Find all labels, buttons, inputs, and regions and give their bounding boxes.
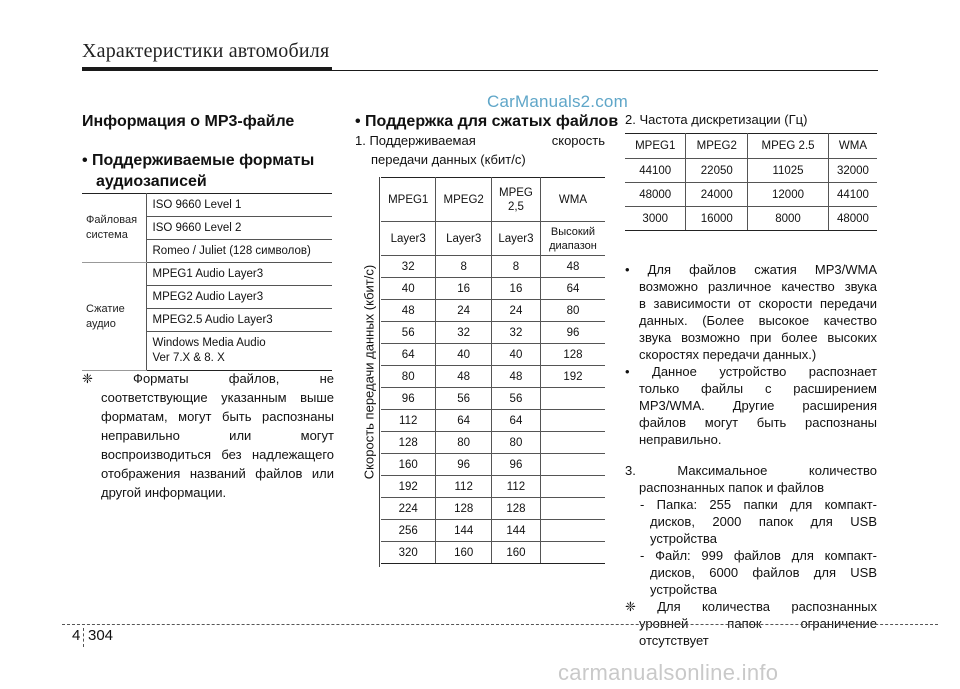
file-line: - Файл: 999 файлов для компакт- <box>640 548 877 563</box>
table-cell: 64 <box>491 410 540 432</box>
table-cell: 40 <box>436 344 492 366</box>
table-cell: 48 <box>381 300 436 322</box>
bullet1-line: данных. (Более высокое качество <box>639 313 877 328</box>
table-row <box>381 410 605 432</box>
table-row <box>381 300 605 322</box>
table-cell <box>540 542 605 564</box>
table-row <box>381 432 605 454</box>
folder-line: устройства <box>650 531 717 546</box>
bullet2-line: файлов могут быть распознаны <box>639 415 877 430</box>
table-row <box>381 278 605 300</box>
table-cell: 144 <box>436 520 492 542</box>
table-cell: 56 <box>491 388 540 410</box>
table-cell: 16 <box>491 278 540 300</box>
table-cell: 64 <box>540 278 605 300</box>
table-cell: 40 <box>381 278 436 300</box>
table-cell: 16 <box>436 278 492 300</box>
footer-rule <box>62 624 938 625</box>
layer-cell: Layer3 <box>436 222 492 256</box>
table-row <box>381 454 605 476</box>
note-line: отображения названий файлов или <box>101 466 334 481</box>
layer-cell: Layer3 <box>381 222 436 256</box>
table-cell: 32 <box>436 322 492 344</box>
table-row <box>381 520 605 542</box>
table-cell: 112 <box>436 476 492 498</box>
table-cell: 48 <box>491 366 540 388</box>
table-cell: 24000 <box>686 183 748 207</box>
header-cell: WMA <box>540 178 605 222</box>
table-cell: 64 <box>436 410 492 432</box>
chapter-number: 4 <box>72 627 81 644</box>
sample-rate-table <box>625 133 877 231</box>
table-cell: 24 <box>491 300 540 322</box>
table-cell: 192 <box>381 476 436 498</box>
table-cell: 160 <box>491 542 540 564</box>
bullet2-line: MP3/WMA. Другие расширения <box>639 398 877 413</box>
col3-text <box>625 261 877 649</box>
header-cell: MPEG2 <box>686 134 748 159</box>
sample-rate-heading: 2. Частота дискретизации (Гц) <box>625 112 808 127</box>
table-cell <box>540 432 605 454</box>
table-cell: 128 <box>540 344 605 366</box>
table-cell: 96 <box>381 388 436 410</box>
table-cell <box>540 520 605 542</box>
bullet1-line: возможно различное качество звука <box>639 279 877 294</box>
bullet1-line: • Для файлов сжатия MP3/WMA <box>625 262 877 277</box>
table-cell: 80 <box>381 366 436 388</box>
bitrate-table <box>381 177 605 564</box>
table-cell: 56 <box>381 322 436 344</box>
file-line: устройства <box>650 582 717 597</box>
table-cell: 8000 <box>748 207 829 231</box>
table-row <box>381 322 605 344</box>
header-bar <box>82 67 332 71</box>
table-cell: 128 <box>491 498 540 520</box>
bullet1-line: звука возможно при более высоких <box>639 330 877 345</box>
supported-formats-heading-line2: аудиозаписей <box>96 173 207 190</box>
table-cell: 8 <box>491 256 540 278</box>
table-row <box>381 476 605 498</box>
format-cell: MPEG1 Audio Layer3 <box>146 263 332 286</box>
table-cell: 224 <box>381 498 436 520</box>
group-audio-compression: Сжатие аудио <box>82 263 146 371</box>
bullet2-line: неправильно. <box>639 432 722 447</box>
group-file-system: Файловая система <box>82 194 146 263</box>
header-cell: MPEG 2,5 <box>491 178 540 222</box>
table-cell: 96 <box>436 454 492 476</box>
table-cell: 80 <box>436 432 492 454</box>
note-line: ❈ Форматы файлов, не <box>82 371 334 386</box>
table-cell <box>540 388 605 410</box>
table-cell: 16000 <box>686 207 748 231</box>
table-cell: 48 <box>540 256 605 278</box>
format-cell: MPEG2.5 Audio Layer3 <box>146 309 332 332</box>
table-cell: 128 <box>436 498 492 520</box>
table-cell: 64 <box>381 344 436 366</box>
note-line: другой информации. <box>101 485 227 500</box>
supported-formats-heading-line1: • Поддерживаемые форматы <box>82 152 315 169</box>
bitrate-subheading-a: 1. Поддерживаемая <box>355 133 476 148</box>
format-cell: Romeo / Juliet (128 символов) <box>146 240 332 263</box>
table-cell: 48000 <box>625 183 686 207</box>
table-cell: 160 <box>436 542 492 564</box>
table-cell: 144 <box>491 520 540 542</box>
watermark-top[interactable]: CarManuals2.com <box>487 92 628 111</box>
table-cell: 96 <box>540 322 605 344</box>
table-cell: 32000 <box>828 159 877 183</box>
table-cell: 8 <box>436 256 492 278</box>
table-row <box>381 344 605 366</box>
table-row <box>381 388 605 410</box>
bitrate-subheading-b: скорость <box>551 133 605 148</box>
note-line: форматам, могут быть распознаны <box>101 409 334 424</box>
table-cell: 12000 <box>748 183 829 207</box>
folder-note-line: ❈ Для количества распознанных <box>625 599 877 614</box>
format-cell: ISO 9660 Level 2 <box>146 217 332 240</box>
mp3-info-heading: Информация о MP3-файле <box>82 113 295 130</box>
note-line: воспроизводиться без надлежащего <box>101 447 334 462</box>
item3-line: 3. Максимальное количество <box>625 463 877 478</box>
bullet1-line: скоростях передачи данных.) <box>639 347 817 362</box>
note-line: соответствующие указанным выше <box>101 390 334 405</box>
bitrate-subheading-line2: передачи данных (кбит/с) <box>371 152 526 167</box>
header-cell: MPEG 2.5 <box>748 134 829 159</box>
page-header-title: Характеристики автомобиля <box>82 40 330 62</box>
supported-formats-heading <box>82 150 342 192</box>
table-cell <box>540 498 605 520</box>
note-line: неправильно или могут <box>101 428 334 443</box>
format-cell-wma: Windows Media Audio Ver 7.X & 8. X <box>146 332 332 371</box>
table-cell: 128 <box>381 432 436 454</box>
table-cell: 40 <box>491 344 540 366</box>
file-line: дисков, 6000 файлов для USB <box>650 565 877 580</box>
table-cell: 112 <box>381 410 436 432</box>
header-cell: MPEG1 <box>381 178 436 222</box>
folder-line: дисков, 2000 папок для USB <box>650 514 877 529</box>
header-cell: MPEG2 <box>436 178 492 222</box>
bitrate-vertical-label: Скорость передачи данных (кбит/с) <box>358 177 380 567</box>
table-cell: 48 <box>436 366 492 388</box>
folder-note-line: отсутствует <box>639 633 709 648</box>
table-cell: 160 <box>381 454 436 476</box>
table-cell: 32 <box>381 256 436 278</box>
table-cell: 80 <box>491 432 540 454</box>
table-cell: 22050 <box>686 159 748 183</box>
folder-note-line: уровней папок ограничение <box>639 616 877 631</box>
table-cell: 11025 <box>748 159 829 183</box>
table-cell <box>540 454 605 476</box>
table-cell: 192 <box>540 366 605 388</box>
bullet2-line: • Данное устройство распознает <box>625 364 877 379</box>
table-row <box>381 256 605 278</box>
header-rule <box>332 70 878 71</box>
supported-formats-table <box>82 193 332 371</box>
table-cell: 320 <box>381 542 436 564</box>
table-cell: 44100 <box>828 183 877 207</box>
table-row <box>381 498 605 520</box>
formats-note <box>82 369 334 502</box>
bullet2-line: только файлы с расширением <box>639 381 877 396</box>
item3-line: распознанных папок и файлов <box>639 480 825 495</box>
layer-cell: Высокий диапазон <box>540 222 605 256</box>
header-cell: MPEG1 <box>625 134 686 159</box>
format-cell: MPEG2 Audio Layer3 <box>146 286 332 309</box>
footer-separator <box>83 628 84 647</box>
table-cell: 112 <box>491 476 540 498</box>
header-cell: WMA <box>828 134 877 159</box>
table-cell: 56 <box>436 388 492 410</box>
bullet1-line: в зависимости от скорости передачи <box>639 296 877 311</box>
table-row <box>381 366 605 388</box>
table-row <box>381 542 605 564</box>
table-cell: 256 <box>381 520 436 542</box>
table-cell: 48000 <box>828 207 877 231</box>
layer-cell: Layer3 <box>491 222 540 256</box>
page-number: 304 <box>88 627 114 644</box>
watermark-bottom[interactable]: carmanualsonline.info <box>558 660 779 685</box>
table-cell: 44100 <box>625 159 686 183</box>
bitrate-subheading <box>355 131 605 169</box>
format-cell: ISO 9660 Level 1 <box>146 194 332 217</box>
table-cell: 80 <box>540 300 605 322</box>
folder-line: - Папка: 255 папки для компакт- <box>640 497 877 512</box>
compressed-files-heading: • Поддержка для сжатых файлов <box>355 113 619 130</box>
table-cell <box>540 410 605 432</box>
table-cell: 32 <box>491 322 540 344</box>
table-cell <box>540 476 605 498</box>
table-cell: 24 <box>436 300 492 322</box>
table-cell: 3000 <box>625 207 686 231</box>
table-cell: 96 <box>491 454 540 476</box>
